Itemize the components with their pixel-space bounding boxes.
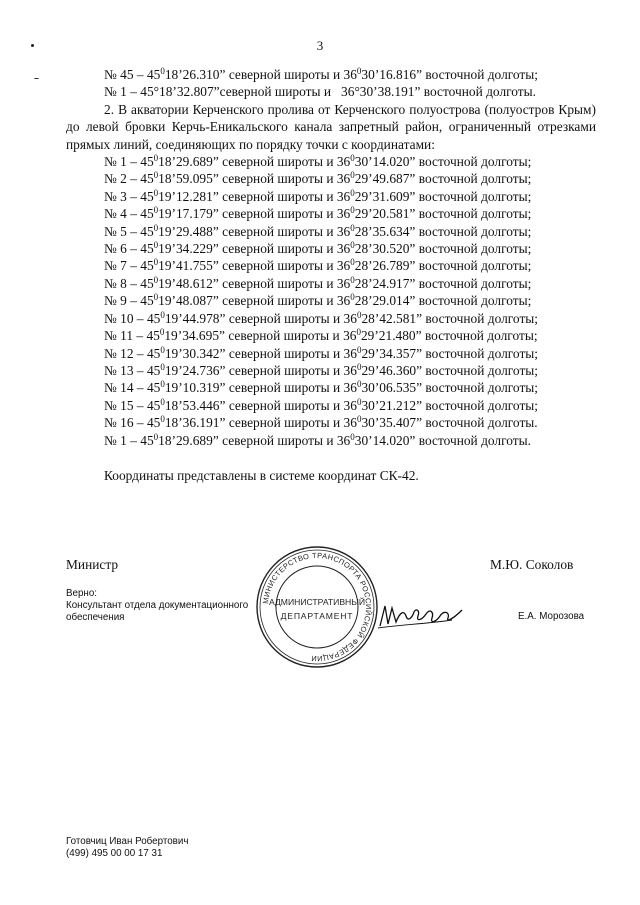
longitude-degrees: 36 bbox=[336, 293, 351, 309]
degree-mark: 0 bbox=[153, 274, 159, 285]
longitude-minutes: 29’46.360” bbox=[361, 362, 423, 378]
latitude-label: северной широты и bbox=[222, 293, 334, 309]
longitude-label: восточной долготы; bbox=[418, 241, 532, 257]
latitude-minutes: 19’34.695” bbox=[164, 328, 225, 344]
longitude-minutes: 28’26.789” bbox=[354, 258, 416, 274]
longitude-degrees: 36 bbox=[336, 206, 351, 222]
coordinate-row bbox=[66, 362, 596, 379]
degree-mark: 0 bbox=[350, 153, 355, 164]
point-number: № 16 bbox=[104, 415, 134, 431]
degree-mark: 0 bbox=[350, 292, 355, 303]
latitude-minutes: 19’17.179” bbox=[158, 206, 219, 222]
longitude-minutes: 30’14.020” bbox=[354, 154, 416, 170]
latitude-label: северной широты и bbox=[228, 328, 340, 344]
longitude-degrees: 36 bbox=[336, 171, 351, 187]
latitude-minutes: 19’30.342” bbox=[164, 345, 226, 361]
longitude-minutes: 28’24.917” bbox=[354, 275, 416, 291]
longitude-label: восточной долготы. bbox=[418, 432, 531, 448]
dash: – bbox=[130, 188, 137, 204]
longitude-minutes: 28’29.014” bbox=[354, 293, 416, 309]
point-number: № 7 bbox=[104, 258, 127, 274]
latitude-label: северной широты и bbox=[222, 171, 334, 187]
latitude-minutes: 19’34.229” bbox=[158, 241, 219, 257]
latitude-minutes: 18’29.689” bbox=[158, 154, 219, 170]
point-number: № 14 bbox=[104, 380, 134, 396]
dash: – bbox=[136, 397, 144, 413]
longitude-degrees: 36 bbox=[336, 432, 351, 448]
dash: – bbox=[130, 241, 137, 257]
latitude-label: северной широты и bbox=[219, 84, 331, 100]
latitude-minutes: 19’48.612” bbox=[158, 275, 219, 291]
latitude-minutes: 19’12.281” bbox=[158, 188, 219, 204]
coordinate-row bbox=[66, 379, 596, 396]
coordinate-row bbox=[66, 205, 596, 222]
coordinate-row bbox=[66, 153, 596, 170]
longitude-label: восточной долготы. bbox=[423, 84, 537, 100]
longitude-degrees: 36 bbox=[343, 328, 357, 344]
dash: – bbox=[130, 223, 137, 239]
point-number: № 9 bbox=[104, 293, 127, 309]
dash: – bbox=[136, 362, 144, 378]
point-number: № 1 bbox=[104, 432, 127, 448]
longitude-label: восточной долготы; bbox=[418, 188, 532, 204]
coordinate-line bbox=[66, 83, 596, 100]
longitude-degrees: 36 bbox=[343, 397, 357, 413]
longitude-label: восточной долготы; bbox=[418, 206, 532, 222]
longitude-label: восточной долготы; bbox=[418, 275, 532, 291]
points-list bbox=[66, 153, 596, 449]
degree-mark: 0 bbox=[356, 379, 362, 390]
point-number: № 1 bbox=[104, 84, 127, 100]
latitude-label: северной широты и bbox=[222, 258, 334, 274]
longitude-degrees: 36 bbox=[336, 154, 351, 170]
latitude-label: северной широты и bbox=[228, 397, 341, 413]
longitude-minutes: 29’34.357” bbox=[361, 345, 423, 361]
svg-text:МИНИСТЕРСТВО ТРАНСПОРТА РОССИЙ bbox=[261, 551, 373, 663]
coordinate-row bbox=[66, 223, 596, 240]
longitude-degrees: 36 bbox=[336, 188, 351, 204]
longitude-minutes: 29’49.687” bbox=[354, 171, 416, 187]
latitude-label: северной широты и bbox=[228, 362, 341, 378]
degree-mark: 0 bbox=[153, 292, 159, 303]
degree-mark: 0 bbox=[153, 240, 159, 251]
longitude-minutes: 28’35.634” bbox=[354, 223, 416, 239]
degree-mark: 0 bbox=[153, 257, 159, 268]
coordinate-row bbox=[66, 397, 596, 414]
longitude-value: 36°30’38.191” bbox=[341, 84, 421, 100]
longitude-degrees: 36 bbox=[343, 310, 357, 326]
degree-mark: 0 bbox=[160, 309, 165, 320]
degree-mark: 0 bbox=[356, 396, 362, 407]
longitude-label: восточной долготы; bbox=[425, 345, 539, 361]
paragraph-2: 2. В акватории Керченского пролива от Керченского полуострова (полуостров Крым) до левой бровки Керчь-Еникальского канала запретный район, ограниченный отрезками прямых линий, соединяющих по порядку точки с координатами: bbox=[66, 101, 596, 152]
degree-mark: 0 bbox=[356, 327, 361, 338]
longitude-minutes: 29’21.480” bbox=[360, 328, 422, 344]
longitude-label: восточной долготы; bbox=[418, 258, 532, 274]
latitude-label: северной широты и bbox=[222, 154, 334, 170]
minister-name: М.Ю. Соколов bbox=[490, 557, 574, 572]
handwritten-signature bbox=[376, 598, 466, 634]
degree-mark: 0 bbox=[356, 309, 362, 320]
longitude-degrees: 36 bbox=[336, 223, 351, 239]
degree-mark: 0 bbox=[350, 170, 355, 181]
latitude-label: северной широты и bbox=[228, 310, 341, 326]
longitude-label: восточной долготы; bbox=[424, 328, 538, 344]
latitude-label: северной широты и bbox=[228, 380, 341, 396]
stamp-center-line-2: ДЕПАРТАМЕНТ bbox=[280, 611, 354, 621]
latitude-degrees: 45 bbox=[146, 362, 161, 378]
degree-mark: 0 bbox=[160, 396, 165, 407]
latitude-label: северной широты и 36 bbox=[228, 67, 357, 82]
latitude-label: северной широты и bbox=[222, 223, 334, 239]
longitude-label: восточной долготы. bbox=[425, 415, 538, 431]
point-number: № 4 bbox=[104, 206, 127, 222]
dash: – bbox=[136, 310, 144, 326]
latitude-minutes: 19’44.978” bbox=[164, 310, 226, 326]
degree-mark: 0 bbox=[350, 257, 355, 268]
degree-mark: 0 bbox=[153, 205, 159, 216]
latitude-minutes: 18’29.689” bbox=[158, 432, 219, 448]
longitude-degrees: 36 bbox=[343, 362, 357, 378]
dash: – bbox=[130, 258, 137, 274]
longitude-label: восточной долготы; bbox=[425, 67, 539, 82]
latitude-degrees: 45 bbox=[140, 258, 154, 274]
dash: – bbox=[130, 275, 137, 291]
longitude-label: восточной долготы; bbox=[418, 154, 532, 170]
point-number: № 2 bbox=[104, 171, 127, 187]
longitude-minutes: 29’20.581” bbox=[354, 206, 416, 222]
degree-mark: 0 bbox=[350, 240, 355, 251]
coordinate-row bbox=[66, 310, 596, 327]
longitude-label: восточной долготы; bbox=[425, 362, 539, 378]
longitude-minutes: 30’21.212” bbox=[361, 397, 423, 413]
latitude-label: северной широты и bbox=[222, 241, 334, 257]
degree-mark: 0 bbox=[350, 187, 355, 198]
coordinate-row bbox=[66, 292, 596, 309]
degree-mark: 0 bbox=[350, 222, 355, 233]
longitude-label: восточной долготы; bbox=[425, 310, 539, 326]
latitude-degrees: 45 bbox=[146, 397, 161, 413]
latitude-label: северной широты и bbox=[222, 432, 334, 448]
longitude-minutes: 28’42.581” bbox=[361, 310, 423, 326]
longitude-degrees: 36 bbox=[336, 275, 351, 291]
point-number: № 45 bbox=[104, 67, 134, 82]
point-number: № 11 bbox=[104, 328, 134, 344]
latitude-degrees: 45 bbox=[140, 241, 154, 257]
latitude-degrees: 45 bbox=[140, 154, 154, 170]
longitude-minutes: 30’16.816” bbox=[361, 67, 423, 82]
stamp-center-line-1: АДМИНИСТРАТИВНЫЙ bbox=[268, 597, 366, 607]
latitude-minutes: 19’10.319” bbox=[164, 380, 226, 396]
longitude-label: восточной долготы; bbox=[418, 171, 532, 187]
latitude-degrees: 45 bbox=[146, 328, 160, 344]
degree-mark: 0 bbox=[160, 344, 165, 355]
latitude-label: северной широты и bbox=[222, 188, 334, 204]
latitude-label: северной широты и bbox=[222, 275, 334, 291]
point-number: № 1 bbox=[104, 154, 127, 170]
latitude-minutes: 18’59.095” bbox=[158, 171, 219, 187]
point-number: № 12 bbox=[104, 345, 134, 361]
longitude-label: восточной долготы; bbox=[425, 380, 539, 396]
degree-mark: 0 bbox=[160, 379, 165, 390]
degree-mark: 0 bbox=[153, 170, 159, 181]
stamp-ring-text: МИНИСТЕРСТВО ТРАНСПОРТА РОССИЙСКОЙ ФЕДЕРАЦИИ bbox=[261, 550, 374, 664]
dash: – bbox=[130, 432, 137, 448]
longitude-degrees: 36 bbox=[343, 345, 357, 361]
latitude-minutes: 19’41.755” bbox=[158, 258, 219, 274]
latitude-minutes: 18’53.446” bbox=[164, 397, 226, 413]
degree-mark: 0 bbox=[153, 187, 159, 198]
degree-mark: 0 bbox=[160, 66, 165, 76]
degree-mark: 0 bbox=[356, 414, 362, 425]
latitude-degrees: 45 bbox=[146, 380, 161, 396]
dash: – bbox=[130, 171, 137, 187]
degree-mark: 0 bbox=[350, 274, 355, 285]
document-body bbox=[66, 66, 596, 449]
coordinate-row bbox=[66, 240, 596, 257]
point-number: № 13 bbox=[104, 362, 134, 378]
degree-mark: 0 bbox=[350, 431, 355, 442]
coordinate-line bbox=[66, 66, 596, 83]
dash: – bbox=[130, 84, 137, 100]
consultant-title: Консультант отдела документационного обеспечения bbox=[66, 600, 249, 623]
point-number: № 15 bbox=[104, 397, 134, 413]
longitude-minutes: 29’31.609” bbox=[354, 188, 416, 204]
page-number: 3 bbox=[316, 38, 324, 53]
point-number: № 5 bbox=[104, 223, 127, 239]
scan-speck bbox=[34, 78, 39, 79]
latitude-minutes: 18’36.191” bbox=[164, 415, 226, 431]
latitude-degrees: 45 bbox=[140, 432, 154, 448]
longitude-minutes: 30’14.020” bbox=[354, 432, 416, 448]
degree-mark: 0 bbox=[350, 205, 355, 216]
dash: – bbox=[136, 328, 144, 344]
latitude-degrees: 45 bbox=[140, 223, 154, 239]
latitude-minutes: 19’24.736” bbox=[164, 362, 226, 378]
dash: – bbox=[136, 67, 144, 82]
degree-mark: 0 bbox=[356, 344, 362, 355]
latitude-degrees: 45 bbox=[140, 188, 154, 204]
latitude-value: 45°18’32.807” bbox=[140, 84, 220, 100]
dash: – bbox=[136, 380, 144, 396]
executor-phone: (499) 495 00 00 17 31 bbox=[66, 848, 163, 859]
longitude-minutes: 30’35.407” bbox=[361, 415, 423, 431]
degree-mark: 0 bbox=[160, 414, 165, 425]
longitude-minutes: 30’06.535” bbox=[361, 380, 423, 396]
latitude-minutes: 19’48.087” bbox=[158, 293, 219, 309]
longitude-degrees: 36 bbox=[343, 415, 357, 431]
point-number: № 8 bbox=[104, 275, 127, 291]
longitude-label: восточной долготы; bbox=[418, 293, 532, 309]
dash: – bbox=[136, 345, 144, 361]
coordinate-row bbox=[66, 327, 596, 344]
point-number: № 10 bbox=[104, 310, 134, 326]
latitude-degrees: 45 bbox=[146, 67, 161, 82]
degree-mark: 0 bbox=[153, 431, 159, 442]
coordinate-row bbox=[66, 170, 596, 187]
longitude-degrees: 36 bbox=[336, 241, 351, 257]
latitude-degrees: 45 bbox=[140, 293, 154, 309]
coordinate-row bbox=[66, 275, 596, 292]
executor-name: Готовчиц Иван Робертович bbox=[66, 836, 189, 847]
latitude-label: северной широты и bbox=[228, 415, 341, 431]
coordinate-row bbox=[66, 414, 596, 431]
latitude-degrees: 45 bbox=[140, 171, 154, 187]
latitude-label: северной широты и bbox=[228, 345, 341, 361]
longitude-minutes: 28’30.520” bbox=[354, 241, 416, 257]
dash: – bbox=[130, 293, 137, 309]
dash: – bbox=[130, 206, 137, 222]
latitude-degrees: 45 bbox=[146, 310, 161, 326]
copy-signer-name: Е.А. Морозова bbox=[518, 611, 585, 622]
longitude-degrees: 36 bbox=[343, 380, 357, 396]
latitude-minutes: 19’29.488” bbox=[158, 223, 219, 239]
latitude-degrees: 45 bbox=[146, 415, 161, 431]
coordinate-row bbox=[66, 188, 596, 205]
coordinate-row bbox=[66, 432, 596, 449]
verno-label: Верно: bbox=[66, 588, 98, 599]
latitude-label: северной широты и bbox=[222, 206, 334, 222]
minister-label: Министр bbox=[66, 557, 119, 572]
longitude-degrees: 36 bbox=[336, 258, 351, 274]
coordinate-row bbox=[66, 257, 596, 274]
point-number: № 6 bbox=[104, 241, 127, 257]
latitude-degrees: 45 bbox=[146, 345, 161, 361]
coordinate-row bbox=[66, 345, 596, 362]
latitude-minutes: 18’26.310” bbox=[164, 67, 226, 82]
latitude-degrees: 45 bbox=[140, 206, 154, 222]
degree-mark: 0 bbox=[356, 66, 362, 76]
degree-mark: 0 bbox=[153, 153, 159, 164]
dash: – bbox=[130, 154, 137, 170]
degree-mark: 0 bbox=[153, 222, 159, 233]
dash: – bbox=[136, 415, 144, 431]
executor-block bbox=[66, 836, 188, 860]
longitude-label: восточной долготы; bbox=[425, 397, 539, 413]
coordinate-system-note: Координаты представлены в системе координат СК-42. bbox=[104, 468, 419, 483]
degree-mark: 0 bbox=[356, 361, 362, 372]
point-number: № 3 bbox=[104, 188, 127, 204]
latitude-degrees: 45 bbox=[140, 275, 154, 291]
degree-mark: 0 bbox=[160, 361, 165, 372]
official-stamp bbox=[254, 544, 380, 670]
longitude-label: восточной долготы; bbox=[418, 223, 532, 239]
degree-mark: 0 bbox=[159, 327, 165, 338]
